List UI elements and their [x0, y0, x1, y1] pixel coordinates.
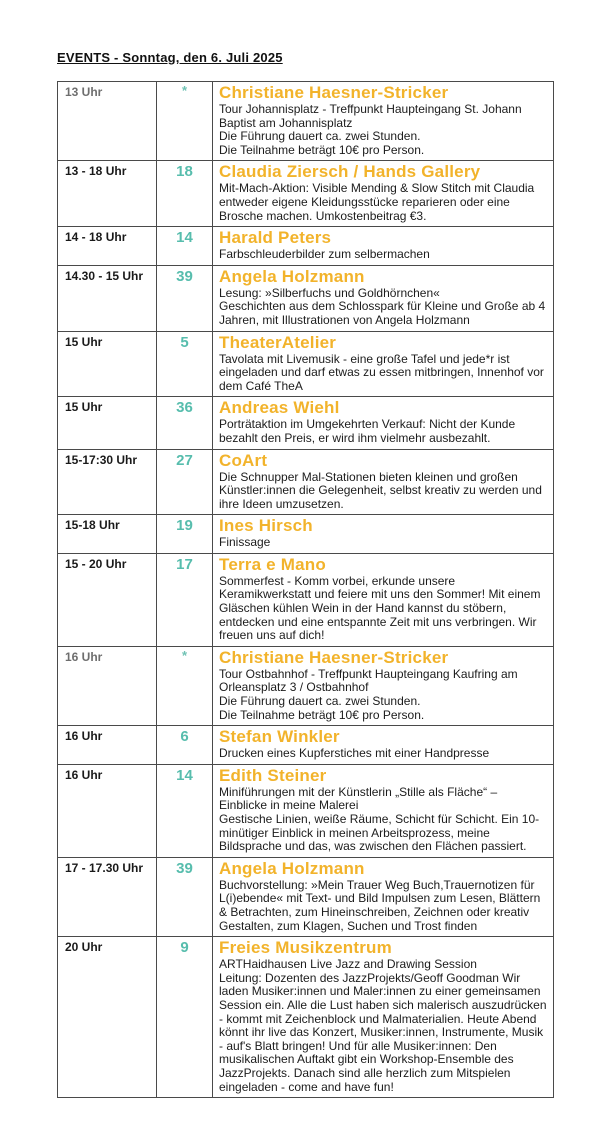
- event-location-number: 27: [157, 449, 213, 515]
- event-row: [58, 937, 554, 1098]
- event-artist-name: Angela Holzmann: [219, 858, 365, 878]
- event-time: 13 - 18 Uhr: [58, 161, 157, 227]
- event-description-line: Tavolata mit Livemusik - eine große Tafel und jede*r ist eingeladen und darf etwas zu essen mitbringen, Innenhof vor dem Café TheA: [219, 351, 544, 393]
- event-time: 17 - 17.30 Uhr: [58, 857, 157, 936]
- event-description-line: Gestische Linien, weiße Räume, Schicht für Schicht. Ein 10-minütiger Einblick in meinen Arbeitsprozess, meine Bildsprache und das, was zwischen den Flächen passiert.: [219, 812, 540, 854]
- event-description-line: Tour Johannisplatz - Treffpunkt Haupteingang St. Johann Baptist am Johannisplatz: [219, 102, 522, 130]
- event-description-line: Tour Ostbahnhof - Treffpunkt Haupteingang Kaufring am Orleansplatz 3 / Ostbahnhof: [219, 666, 518, 695]
- event-description-line: Porträtaktion im Umgekehrten Verkauf: Nicht der Kunde bezahlt den Preis, er wird ihm vielmehr ausbezahlt.: [219, 417, 516, 445]
- event-artist-name: Christiane Haesner-Stricker: [219, 83, 449, 102]
- event-artist-name: Terra e Mano: [219, 554, 326, 574]
- event-details-cell: [213, 553, 554, 646]
- event-row: [58, 227, 554, 266]
- event-row: [58, 857, 554, 936]
- event-time: 16 Uhr: [58, 726, 157, 765]
- event-artist-name: Angela Holzmann: [219, 266, 365, 286]
- event-description-line: Drucken eines Kupferstiches mit einer Handpresse: [219, 746, 490, 761]
- events-table-body: [58, 82, 554, 1098]
- event-details-cell: [213, 331, 554, 397]
- event-description: [219, 353, 547, 394]
- event-artist-name: Harald Peters: [219, 228, 332, 248]
- event-description-line: Die Teilnahme beträgt 10€ pro Person.: [219, 142, 425, 157]
- event-details-cell: [213, 857, 554, 936]
- event-description-line: Mit-Mach-Aktion: Visible Mending & Slow Stitch mit Claudia entweder eigene Kleidungsstücke reparieren oder eine Brosche machen. Umkostenbeitrag €3.: [219, 181, 535, 223]
- event-artist-name: Christiane Haesner-Stricker: [219, 647, 449, 667]
- event-artist-name: CoArt: [219, 450, 268, 470]
- event-time: 14 - 18 Uhr: [58, 227, 157, 266]
- event-artist-name: Freies Musikzentrum: [219, 938, 392, 958]
- event-description: [219, 958, 547, 1094]
- event-location-number: 5: [157, 331, 213, 397]
- event-location-number: *: [157, 82, 213, 161]
- event-location-number: 18: [157, 161, 213, 227]
- event-row: [58, 515, 554, 554]
- event-details-cell: [213, 515, 554, 554]
- event-description-line: Finissage: [219, 535, 271, 550]
- event-details-cell: [213, 726, 554, 765]
- event-description: [219, 786, 547, 854]
- event-description: [219, 182, 547, 223]
- event-location-number: 17: [157, 553, 213, 646]
- event-description-line: Sommerfest - Komm vorbei, erkunde unsere Keramikwerkstatt und feiere mit uns den Sommer! Mit einem Gläschen kühlen Wein in der Hand kannst du stöbern, entdecken und eine entspannte Zeit mit uns verbringen. Wir freuen uns auf dich!: [219, 573, 541, 643]
- event-time: 16 Uhr: [58, 764, 157, 857]
- event-description: [219, 668, 547, 722]
- event-time: 20 Uhr: [58, 937, 157, 1098]
- event-row: [58, 646, 554, 725]
- event-location-number: 39: [157, 265, 213, 331]
- event-details-cell: [213, 265, 554, 331]
- event-description-line: Miniführungen mit der Künstlerin „Stille als Fläche“ – Einblicke in meine Malerei: [219, 784, 498, 813]
- event-details-cell: [213, 161, 554, 227]
- event-row: [58, 449, 554, 515]
- event-description-line: Leitung: Dozenten des JazzProjekts/Geoff Goodman Wir laden Musiker:innen und Maler:innen zu einer gemeinsamen Session ein. Alle die Lust haben sich malerisch auszudrücken - kommt mit Zeichenblock und Malmaterialien. Heute Abend könnt ihr live das Konzert, Musiker:innen, Instrumente, Musik - auf's Blatt bringen! Und für alle Musiker:innen: Den musikalischen Auftakt gibt ein Workshop-Ensemble des JazzProjekts. Danach sind alle herzlich zum Mitspielen eingeladen - come and have fun!: [219, 970, 547, 1094]
- event-description-line: Lesung: »Silberfuchs und Goldhörnchen«: [219, 285, 440, 300]
- event-description-line: Die Führung dauert ca. zwei Stunden.: [219, 694, 421, 709]
- event-row: [58, 397, 554, 449]
- event-location-number: 6: [157, 726, 213, 765]
- event-row: [58, 265, 554, 331]
- page-title: EVENTS - Sonntag, den 6. Juli 2025: [57, 50, 283, 65]
- event-row: [58, 726, 554, 765]
- event-time: 14.30 - 15 Uhr: [58, 265, 157, 331]
- event-row: [58, 161, 554, 227]
- event-description: [219, 575, 547, 643]
- event-location-number: *: [157, 646, 213, 725]
- event-row: [58, 331, 554, 397]
- event-description-line: Die Teilnahme beträgt 10€ pro Person.: [219, 707, 425, 722]
- event-time: 16 Uhr: [58, 646, 157, 725]
- event-details-cell: [213, 646, 554, 725]
- event-location-number: 14: [157, 764, 213, 857]
- event-location-number: 36: [157, 397, 213, 449]
- event-artist-name: Ines Hirsch: [219, 516, 313, 536]
- event-artist-name: Stefan Winkler: [219, 727, 340, 747]
- event-time: 13 Uhr: [58, 82, 157, 161]
- event-details-cell: [213, 227, 554, 266]
- event-description: [219, 747, 547, 761]
- event-details-cell: [213, 82, 554, 161]
- event-details-cell: [213, 449, 554, 515]
- event-description: [219, 103, 547, 157]
- event-description-line: Buchvorstellung: »Mein Trauer Weg Buch,Trauernotizen für L(i)ebende« mit Text- und Bild Impulsen zum Lesen, Blättern & Betrachten, zum Hineinschreiben, Zeichnen oder kreativ Gestalten, zum Klagen, Suchen und Trost finden: [219, 877, 541, 933]
- event-description: [219, 536, 547, 550]
- event-location-number: 9: [157, 937, 213, 1098]
- event-details-cell: [213, 937, 554, 1098]
- event-description-line: ARTHaidhausen Live Jazz and Drawing Session: [219, 957, 477, 972]
- event-time: 15 Uhr: [58, 331, 157, 397]
- event-details-cell: [213, 764, 554, 857]
- event-description-line: Farbschleuderbilder zum selbermachen: [219, 247, 430, 262]
- event-description-line: Geschichten aus dem Schlosspark für Kleine und Große ab 4 Jahren, mit Illustrationen von Angela Holzmann: [219, 299, 546, 327]
- event-artist-name: TheaterAtelier: [219, 332, 337, 352]
- event-time: 15 - 20 Uhr: [58, 553, 157, 646]
- event-time: 15 Uhr: [58, 397, 157, 449]
- event-description: [219, 418, 547, 445]
- event-description: [219, 879, 547, 933]
- event-description: [219, 248, 547, 262]
- event-time: 15-17:30 Uhr: [58, 449, 157, 515]
- event-artist-name: Claudia Ziersch / Hands Gallery: [219, 162, 481, 182]
- event-description-line: Die Führung dauert ca. zwei Stunden.: [219, 129, 421, 144]
- event-location-number: 19: [157, 515, 213, 554]
- event-artist-name: Edith Steiner: [219, 765, 327, 785]
- event-description-line: Die Schnupper Mal-Stationen bieten kleinen und großen Künstler:innen die Gelegenheit, selbst kreativ zu werden und ihre Ideen umzusetzen.: [219, 469, 542, 511]
- event-location-number: 39: [157, 857, 213, 936]
- event-row: [58, 553, 554, 646]
- event-artist-name: Andreas Wiehl: [219, 398, 340, 418]
- event-row: [58, 82, 554, 161]
- event-description: [219, 471, 547, 512]
- event-details-cell: [213, 397, 554, 449]
- events-table: [57, 81, 554, 1098]
- event-description: [219, 287, 547, 328]
- event-time: 15-18 Uhr: [58, 515, 157, 554]
- event-row: [58, 764, 554, 857]
- event-location-number: 14: [157, 227, 213, 266]
